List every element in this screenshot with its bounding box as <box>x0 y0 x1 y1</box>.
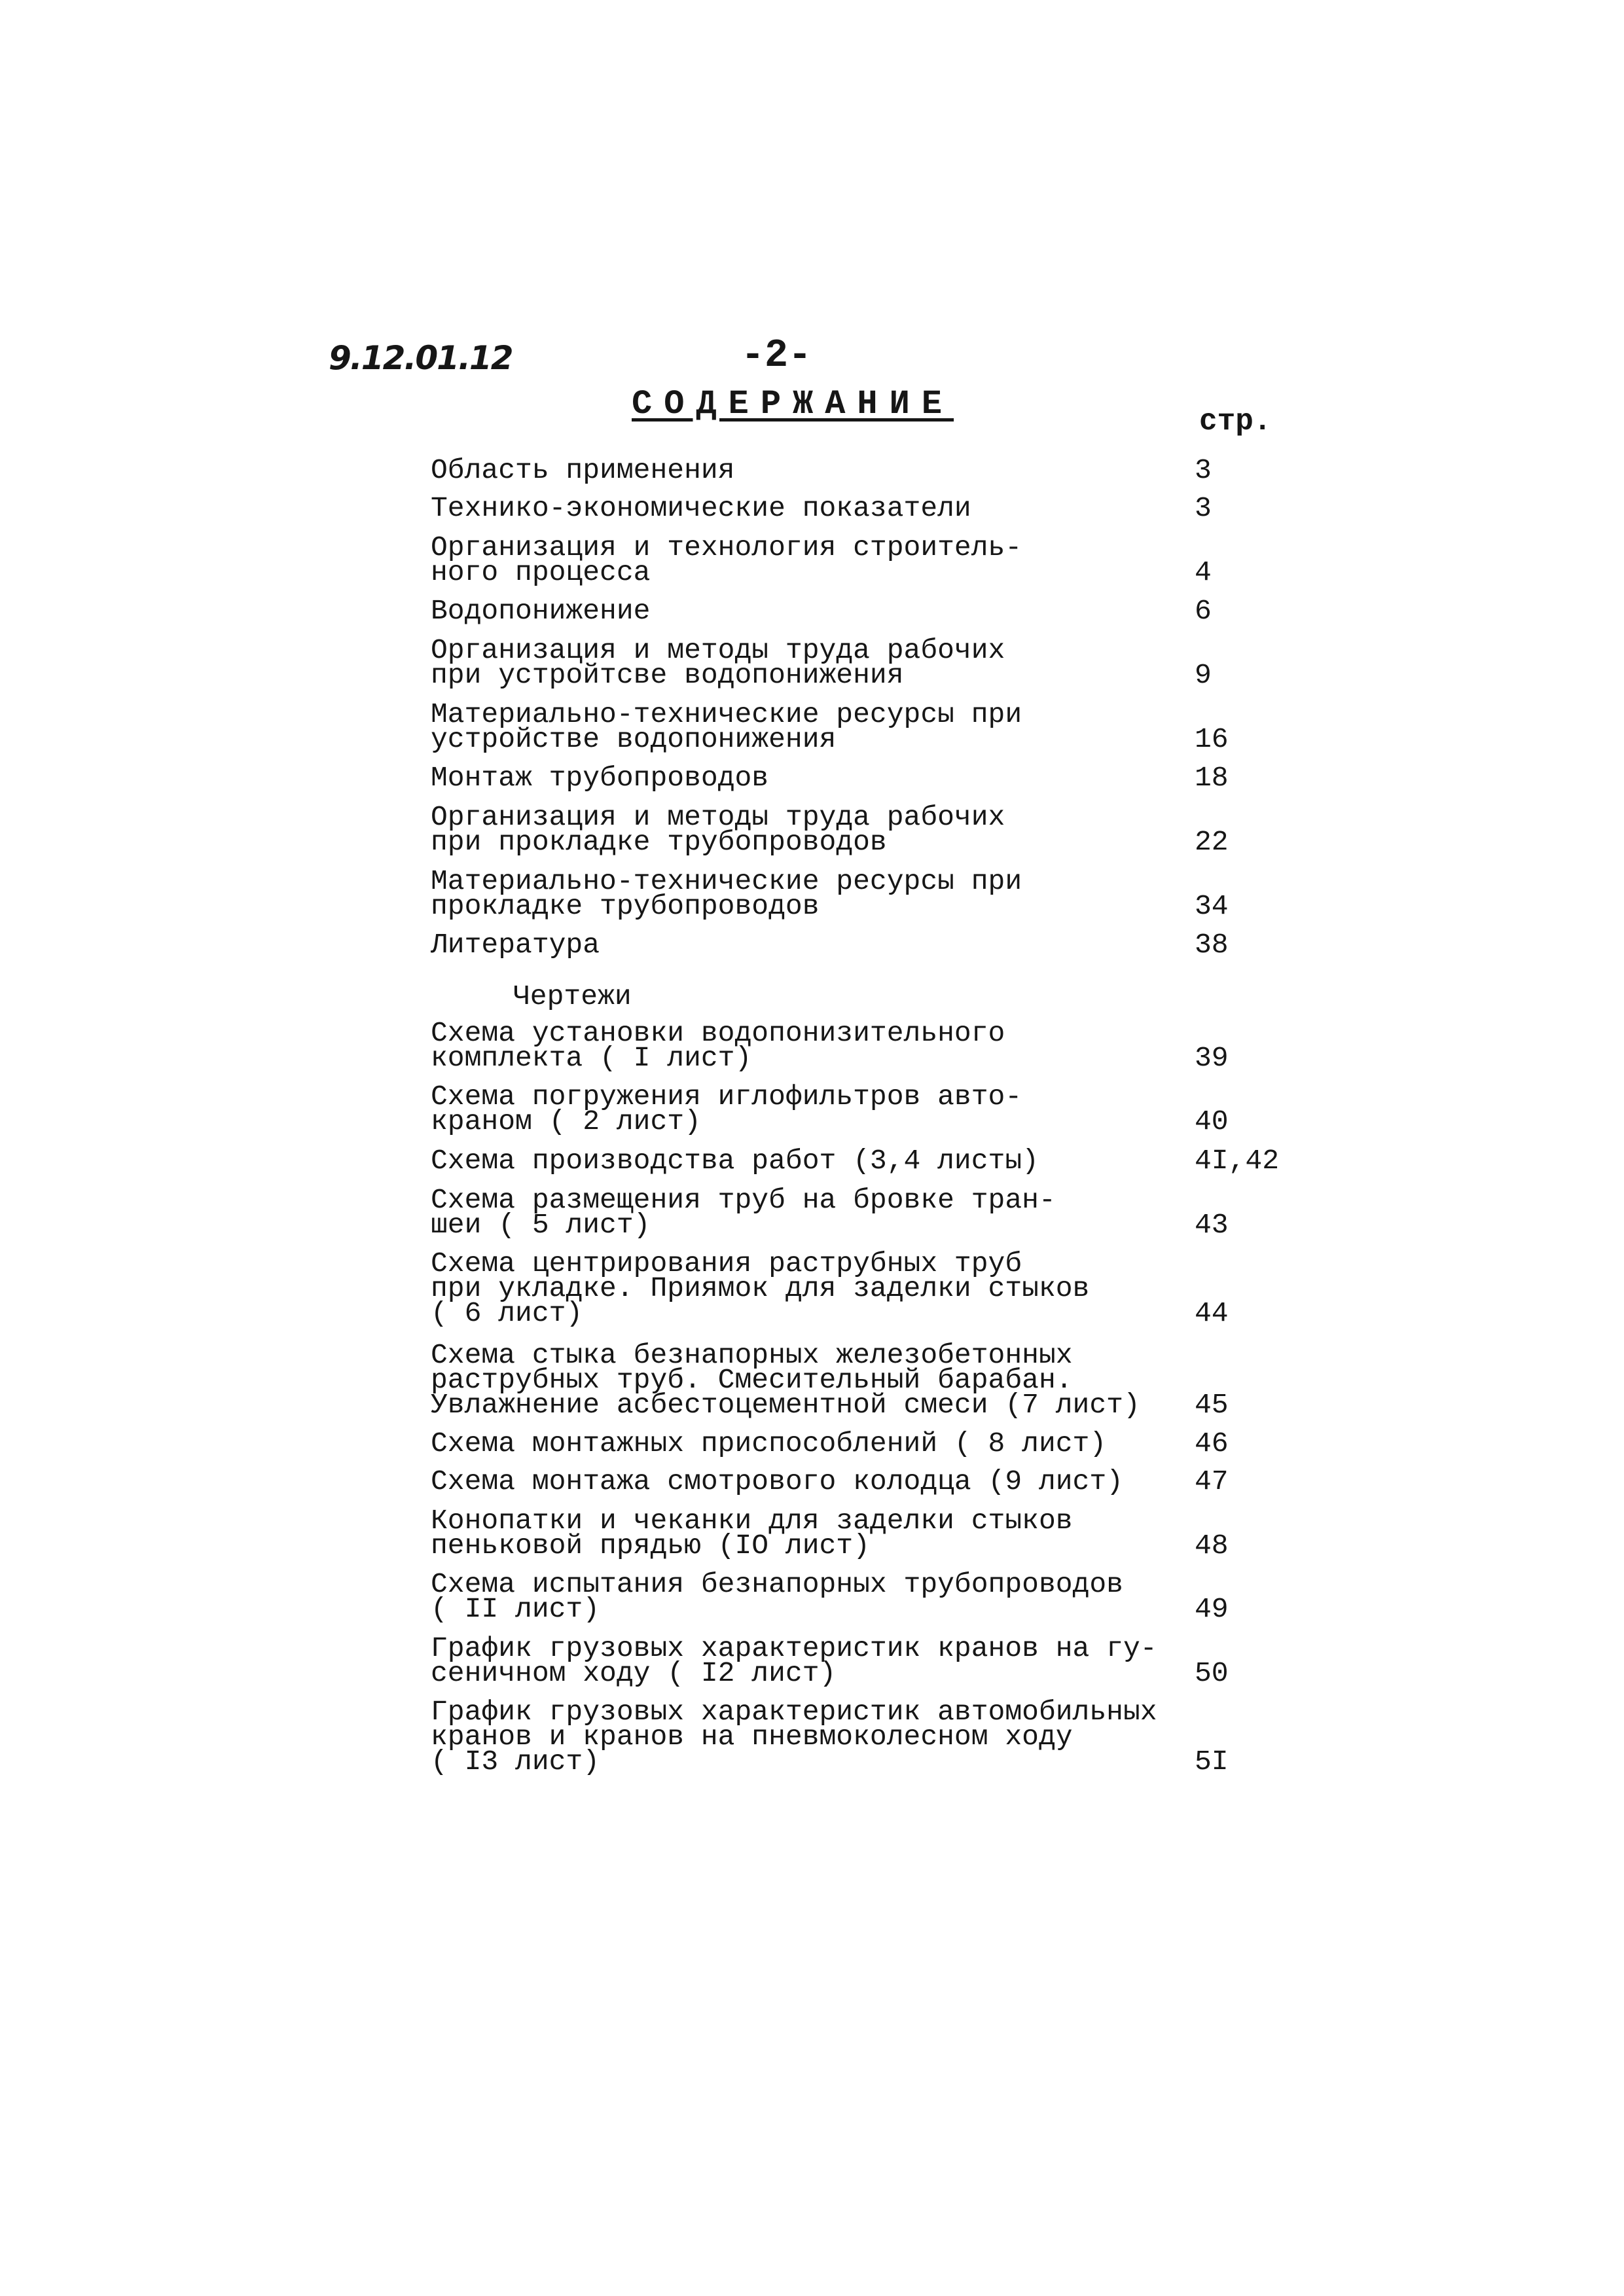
entry-text-line: краном ( 2 лист) <box>431 1105 701 1138</box>
entry-text-line: Увлажнение асбестоцементной смеси (7 лист) <box>431 1389 1140 1421</box>
entry-text-line: Монтаж трубопроводов <box>431 762 769 794</box>
entry-text-line: устройстве водопонижения <box>431 723 837 755</box>
entry-page: 3 <box>1195 492 1212 524</box>
entry-page: 18 <box>1195 762 1229 794</box>
entry-text-line: Схема установки водопонизительного <box>431 1017 1005 1049</box>
entry-page: 46 <box>1195 1427 1229 1460</box>
entry-page: 4I,42 <box>1195 1145 1280 1177</box>
entry-page: 34 <box>1195 890 1229 922</box>
entry-text-line: График грузовых характеристик кранов на гу- <box>431 1632 1157 1664</box>
entry-text-line: Схема испытания безнапорных трубопроводов <box>431 1568 1123 1600</box>
entry-text-line: Область применения <box>431 454 735 486</box>
entry-page: 3 <box>1195 454 1212 486</box>
entry-text-line: ного процесса <box>431 556 651 588</box>
entry-text-line: сеничном ходу ( I2 лист) <box>431 1657 837 1689</box>
entry-page: 49 <box>1195 1593 1229 1625</box>
entry-page: 9 <box>1195 659 1212 691</box>
entry-page: 38 <box>1195 929 1229 961</box>
entry-text-line: Литература <box>431 929 600 961</box>
entry-page: 39 <box>1195 1042 1229 1074</box>
entry-text-line: График грузовых характеристик автомобильных <box>431 1696 1157 1728</box>
entry-page: 6 <box>1195 595 1212 627</box>
document-code: 9.12.01.12 <box>329 339 513 377</box>
entry-text-line: Материально-технические ресурсы при <box>431 865 1022 897</box>
entry-text-line: кранов и кранов на пневмоколесном ходу <box>431 1721 1073 1753</box>
entry-page: 45 <box>1195 1389 1229 1421</box>
entry-page: 22 <box>1195 826 1229 858</box>
entry-text-line: Организация и методы труда рабочих <box>431 801 1005 833</box>
entry-text-line: прокладке трубопроводов <box>431 890 820 922</box>
entry-text-line: при укладке. Приямок для заделки стыков <box>431 1272 1090 1304</box>
entry-text-line: шеи ( 5 лист) <box>431 1209 651 1241</box>
drawings-heading: Чертежи <box>513 980 632 1013</box>
entry-page: 47 <box>1195 1465 1229 1498</box>
entry-text-line: Водопонижение <box>431 595 651 627</box>
entry-page: 5I <box>1195 1746 1229 1778</box>
entry-text-line: Конопатки и чеканки для заделки стыков <box>431 1505 1073 1537</box>
entry-text-line: ( 6 лист) <box>431 1297 583 1329</box>
entry-text-line: Схема монтажных приспособлений ( 8 лист) <box>431 1427 1107 1460</box>
entry-page: 50 <box>1195 1657 1229 1689</box>
entry-text-line: ( I3 лист) <box>431 1746 600 1778</box>
page-title: СОДЕРЖАНИЕ <box>632 385 954 423</box>
entry-text-line: Схема производства работ (3,4 листы) <box>431 1145 1039 1177</box>
entry-text-line: раструбных труб. Смесительный барабан. <box>431 1364 1073 1396</box>
entry-text-line: Схема стыка безнапорных железобетонных <box>431 1339 1073 1371</box>
entry-page: 40 <box>1195 1105 1229 1138</box>
entry-text-line: Материально-технические ресурсы при <box>431 698 1022 730</box>
entry-text-line: Организация и методы труда рабочих <box>431 634 1005 666</box>
entry-text-line: Схема монтажа смотрового колодца (9 лист) <box>431 1465 1123 1498</box>
entry-text-line: ( II лист) <box>431 1593 600 1625</box>
entry-text-line: Схема размещения труб на бровке тран- <box>431 1184 1056 1216</box>
entry-page: 16 <box>1195 723 1229 755</box>
entry-text-line: при устройтсве водопонижения <box>431 659 904 691</box>
entry-page: 4 <box>1195 556 1212 588</box>
page-number: -2- <box>741 334 812 378</box>
entry-text-line: Технико-экономические показатели <box>431 492 971 524</box>
entry-text-line: Схема погружения иглофильтров авто- <box>431 1081 1022 1113</box>
entry-text-line: пеньковой прядью (IO лист) <box>431 1530 870 1562</box>
entry-page: 44 <box>1195 1297 1229 1329</box>
entry-page: 48 <box>1195 1530 1229 1562</box>
entry-page: 43 <box>1195 1209 1229 1241</box>
entry-text-line: Организация и технология строитель- <box>431 531 1022 564</box>
entry-text-line: Схема центрирования раструбных труб <box>431 1247 1022 1280</box>
entry-text-line: при прокладке трубопроводов <box>431 826 887 858</box>
entry-text-line: комплекта ( I лист) <box>431 1042 752 1074</box>
page-column-label: стр. <box>1199 404 1272 439</box>
